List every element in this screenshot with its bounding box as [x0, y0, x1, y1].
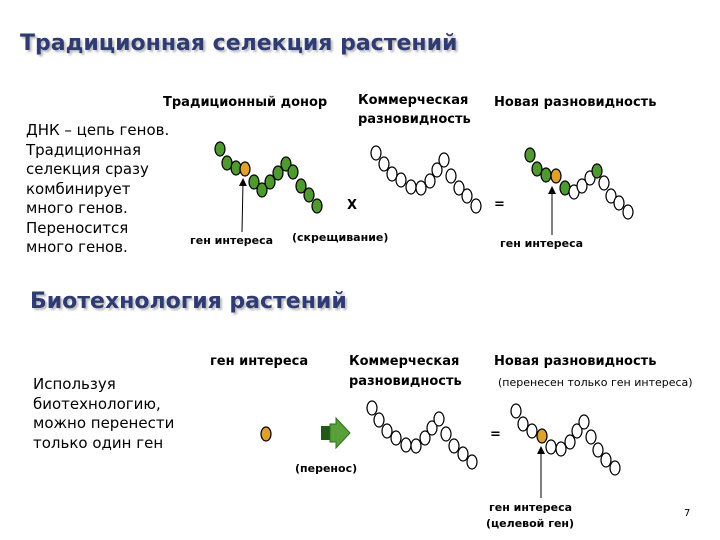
single-gene-bead: [261, 427, 271, 441]
commercial-variety-label2-line1: Коммерческая: [349, 354, 460, 369]
white-bead: [379, 157, 389, 171]
gene-of-interest-label-left: ген интереса: [190, 234, 274, 247]
white-bead: [449, 439, 459, 453]
transfer-arrow-icon: [321, 418, 350, 448]
white-bead: [371, 146, 381, 160]
white-bead: [458, 447, 468, 461]
new-variety-label: Новая разновидность: [494, 95, 657, 110]
gene-of-interest-label-right: ген интереса: [500, 237, 584, 250]
white-bead: [599, 176, 609, 190]
white-bead: [374, 413, 384, 427]
commercial-dna-chain: [371, 146, 481, 213]
donor-dna-chain: [215, 142, 322, 213]
white-bead: [601, 453, 611, 467]
white-bead: [518, 417, 528, 431]
white-bead: [441, 427, 451, 441]
section1-title: Традиционная селекция растений: [20, 31, 458, 56]
white-bead: [614, 196, 624, 210]
green-bead: [304, 188, 314, 202]
equals-symbol-2: =: [490, 427, 501, 442]
white-bead: [425, 174, 435, 188]
white-bead: [396, 173, 406, 187]
new-variety-dna-chain: [525, 148, 633, 219]
white-bead: [623, 205, 633, 219]
crossing-label: (скрещивание): [292, 231, 389, 244]
white-bead: [546, 440, 556, 454]
white-bead: [593, 443, 603, 457]
white-bead: [367, 401, 377, 415]
transferred-note: (перенесен только ген интереса): [498, 376, 693, 389]
commercial-variety-label-line1: Коммерческая: [358, 93, 469, 108]
white-bead: [439, 153, 449, 167]
green-bead: [525, 148, 535, 162]
equals-symbol: =: [494, 197, 505, 212]
white-bead: [610, 461, 620, 475]
commercial-dna-chain-2: [367, 401, 477, 469]
target-gene-label-line1: ген интереса: [489, 501, 573, 514]
white-bead: [434, 412, 444, 426]
gene-of-interest-label: ген интереса: [210, 354, 309, 369]
commercial-variety-label-line2: разновидность: [358, 112, 471, 127]
white-bead: [391, 431, 401, 445]
white-bead: [462, 189, 472, 203]
section1-description: ДНК – цепь генов. Традиционная селекция сразу комбинирует много генов. Переносится много генов.: [26, 121, 170, 256]
gene-bead: [537, 429, 547, 443]
white-bead: [511, 404, 521, 418]
pointer-arrow-left: [242, 182, 243, 232]
page-number: 7: [684, 508, 691, 519]
white-bead: [565, 435, 575, 449]
section2-title: Биотехнология растений: [30, 289, 347, 314]
white-bead: [401, 438, 411, 452]
target-gene-label-line2: (целевой ген): [486, 517, 575, 530]
white-bead: [467, 455, 477, 469]
commercial-variety-label2-line2: разновидность: [349, 374, 462, 389]
section2-description: Используя биотехнологию, можно перенести только один ген: [33, 375, 175, 452]
green-bead: [592, 164, 602, 178]
green-bead: [288, 165, 298, 179]
new-variety-dna-chain-2: [511, 404, 620, 475]
white-bead: [411, 439, 421, 453]
white-bead: [527, 424, 537, 438]
white-bead: [406, 180, 416, 194]
gene-bead: [551, 169, 561, 183]
green-bead: [541, 168, 551, 182]
transfer-label: (перенос): [295, 462, 358, 475]
white-bead: [382, 424, 392, 438]
white-bead: [446, 169, 456, 183]
green-bead: [312, 199, 322, 213]
white-bead: [416, 181, 426, 195]
white-bead: [556, 442, 566, 456]
gene-bead: [240, 162, 250, 176]
traditional-donor-label: Традиционный донор: [163, 95, 328, 110]
new-variety-label2: Новая разновидность: [494, 354, 657, 369]
cross-symbol: X: [347, 198, 358, 213]
white-bead: [579, 415, 589, 429]
white-bead: [586, 430, 596, 444]
white-bead: [471, 199, 481, 213]
green-bead: [215, 142, 225, 156]
